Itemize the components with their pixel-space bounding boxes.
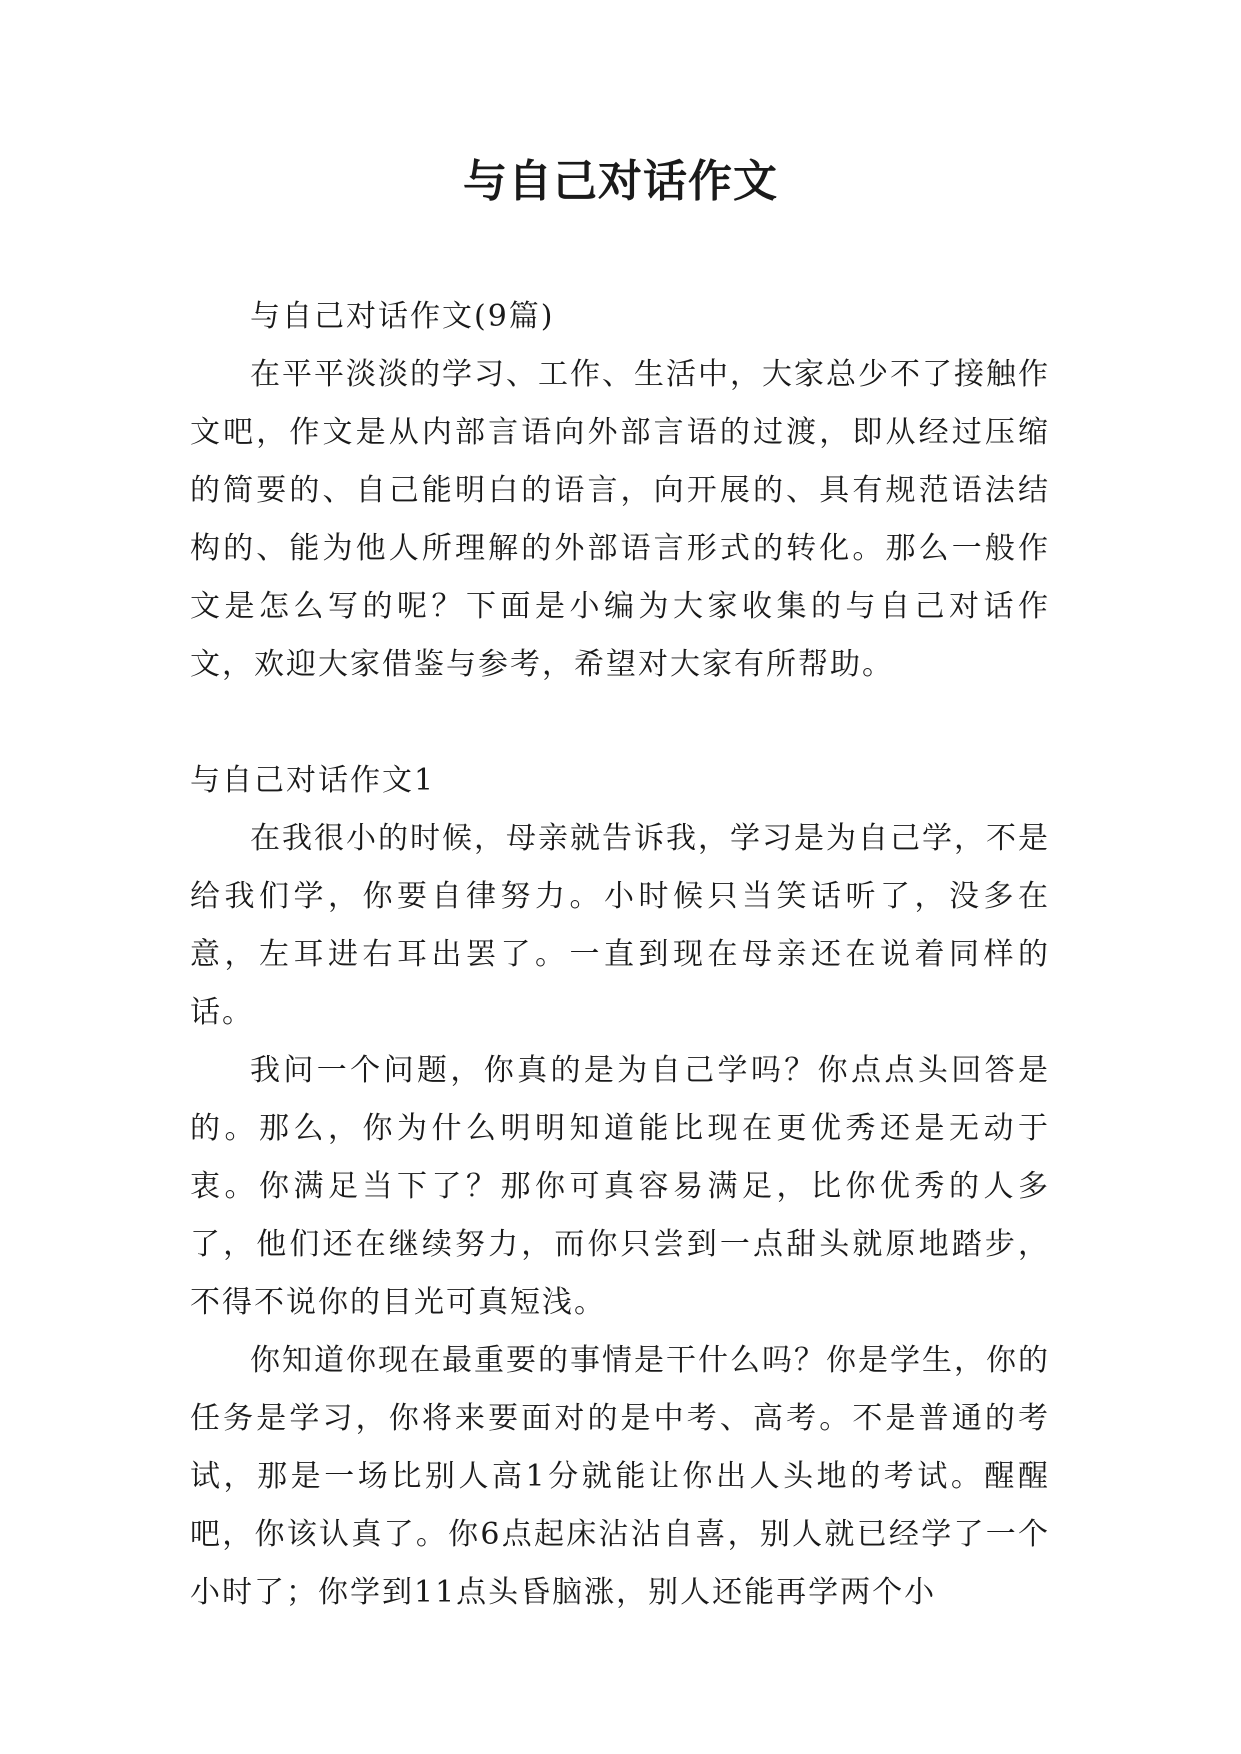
body-paragraph: 在我很小的时候，母亲就告诉我，学习是为自己学，不是给我们学，你要自律努力。小时候只当笑话听了，没多在意，左耳进右耳出罢了。一直到现在母亲还在说着同样的话。	[190, 821, 1050, 1030]
body-paragraph: 你知道你现在最重要的事情是干什么吗？你是学生，你的任务是学习，你将来要面对的是中考、高考。不是普通的考试，那是一场比别人高1分就能让你出人头地的考试。醒醒吧，你该认真了。你6点起床沾沾自喜，别人就已经学了一个小时了；你学到11点头昏脑涨，别人还能再学两个小	[190, 1343, 1050, 1610]
document-body	[190, 288, 1050, 1622]
document-title: 与自己对话作文	[463, 156, 778, 207]
subtitle-paragraph: 与自己对话作文(9篇)	[250, 299, 555, 334]
section-heading: 与自己对话作文1	[190, 763, 436, 798]
body-paragraph: 我问一个问题，你真的是为自己学吗？你点点头回答是的。那么，你为什么明明知道能比现在更优秀还是无动于衷。你满足当下了？那你可真容易满足，比你优秀的人多了，他们还在继续努力，而你只尝到一点甜头就原地踏步，不得不说你的目光可真短浅。	[190, 1053, 1050, 1320]
intro-paragraph: 在平平淡淡的学习、工作、生活中，大家总少不了接触作文吧，作文是从内部言语向外部言语的过渡，即从经过压缩的简要的、自己能明白的语言，向开展的、具有规范语法结构的、能为他人所理解的外部语言形式的转化。那么一般作文是怎么写的呢？下面是小编为大家收集的与自己对话作文，欢迎大家借鉴与参考，希望对大家有所帮助。	[190, 357, 1050, 682]
